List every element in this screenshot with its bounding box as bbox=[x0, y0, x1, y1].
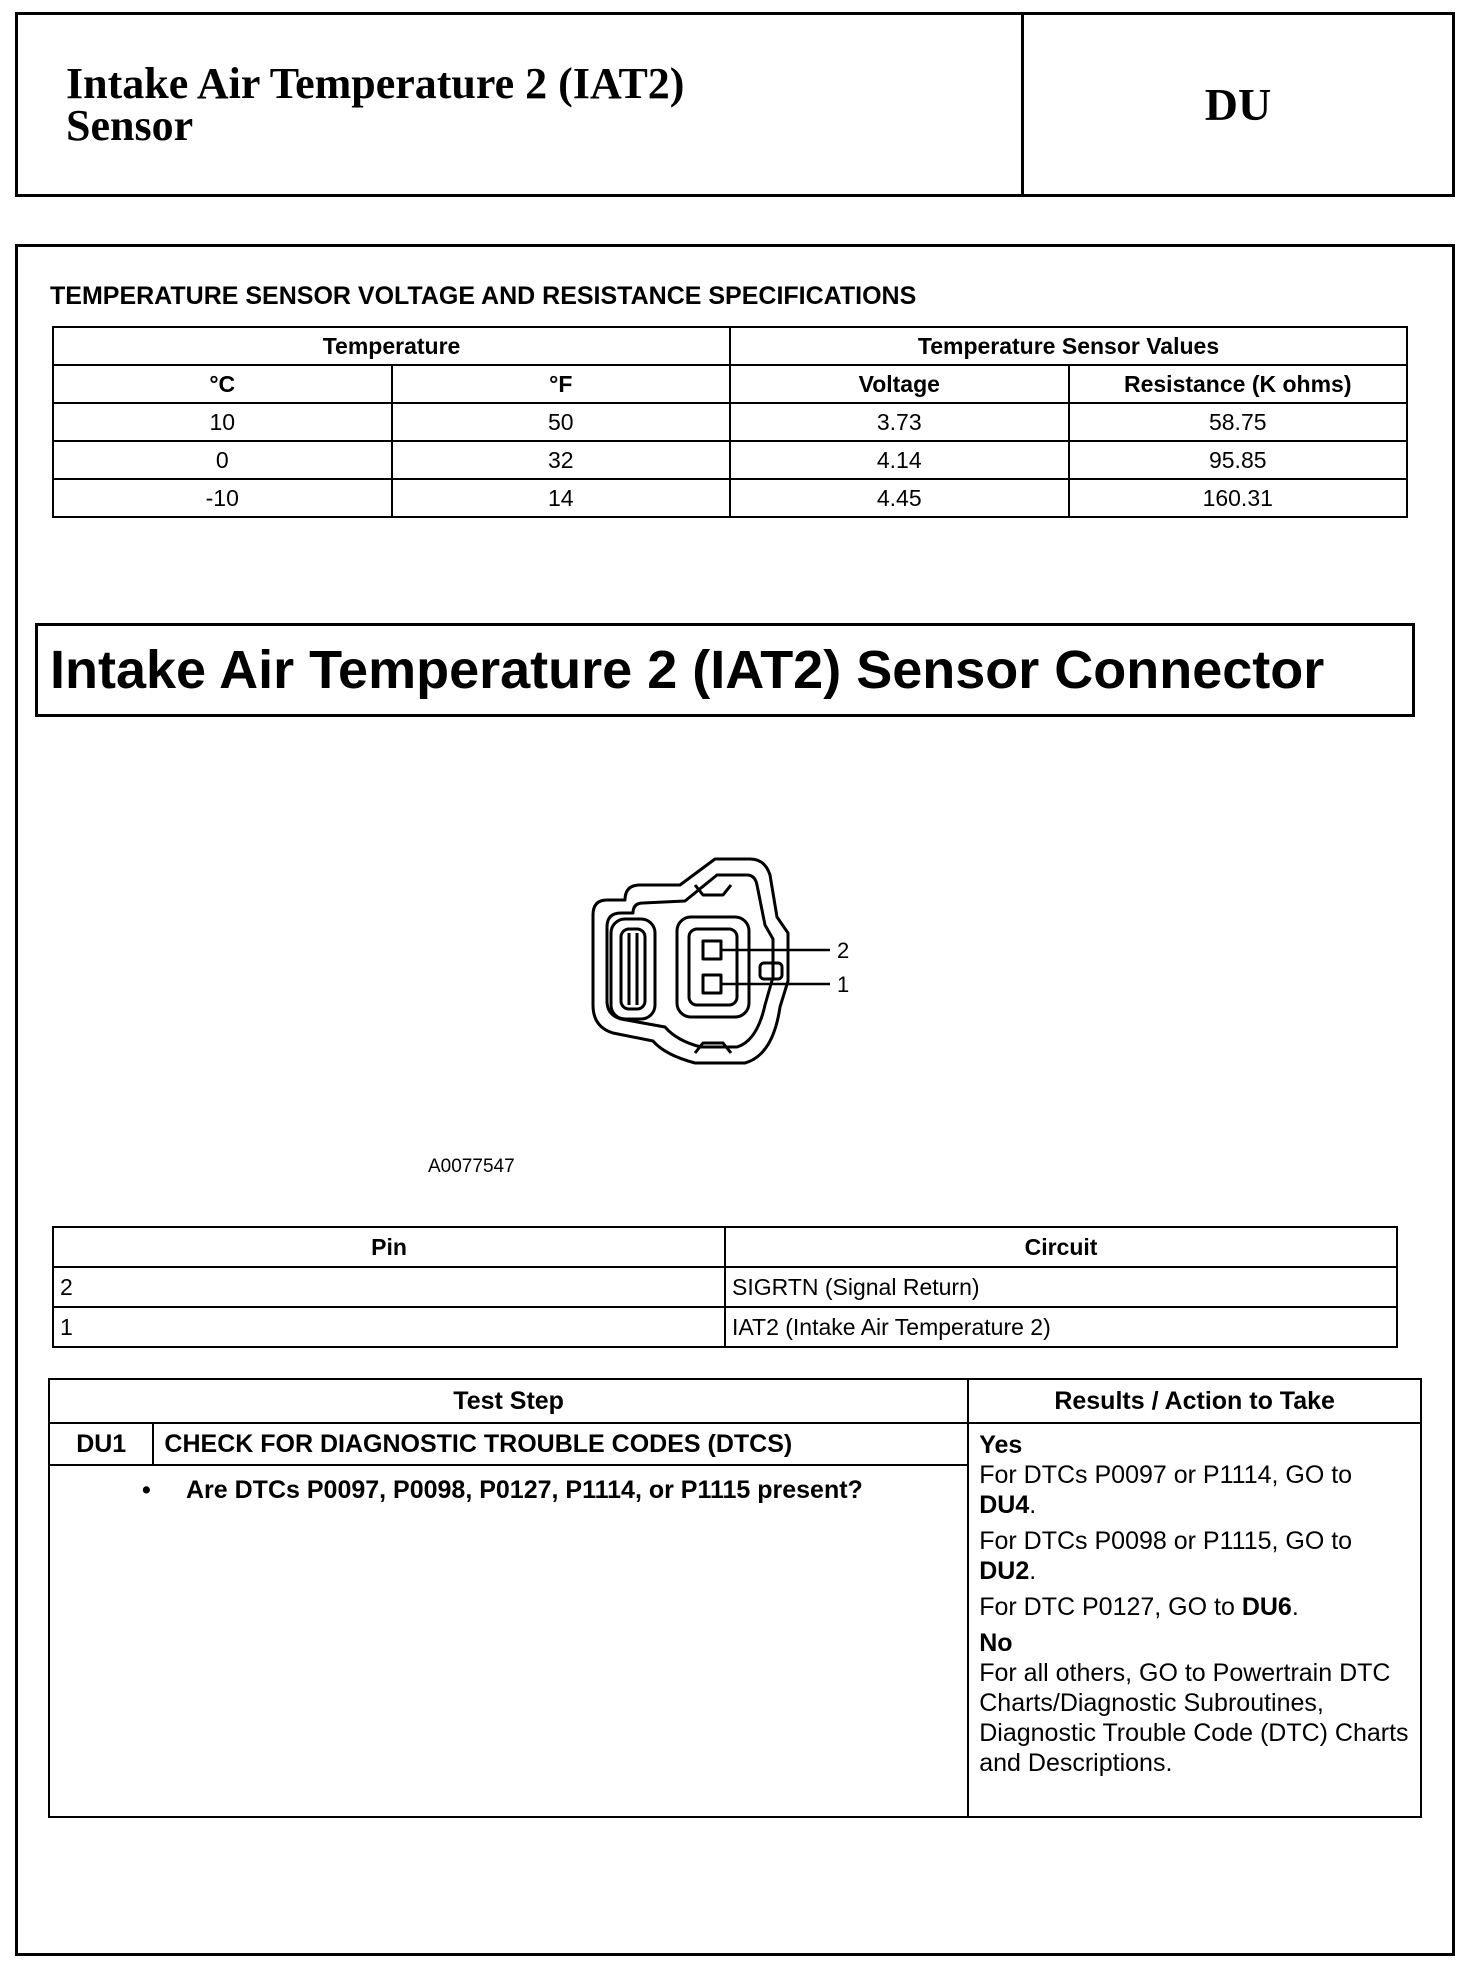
pin-cell: 2 bbox=[53, 1267, 725, 1307]
pin-table bbox=[52, 1226, 1398, 1348]
pin-cell: 1 bbox=[53, 1307, 725, 1347]
spec-column-header-row bbox=[53, 365, 1407, 403]
spec-cell-voltage: 4.14 bbox=[730, 441, 1069, 479]
period: . bbox=[1029, 1491, 1037, 1519]
pin-1-label: 1 bbox=[837, 972, 850, 997]
pin-table-header-row bbox=[53, 1227, 1397, 1267]
test-step-col-header: Test Step bbox=[49, 1379, 968, 1423]
spec-cell-f: 14 bbox=[392, 479, 731, 517]
table-row bbox=[53, 1267, 1397, 1307]
spec-cell-resistance: 95.85 bbox=[1069, 441, 1408, 479]
step-title: CHECK FOR DIAGNOSTIC TROUBLE CODES (DTCS) bbox=[153, 1423, 968, 1465]
circuit-cell: SIGRTN (Signal Return) bbox=[725, 1267, 1397, 1307]
spec-col-fahrenheit: °F bbox=[392, 365, 731, 403]
spec-group-values: Temperature Sensor Values bbox=[730, 327, 1407, 365]
table-row bbox=[53, 1307, 1397, 1347]
figure-id: A0077547 bbox=[428, 1156, 515, 1177]
period: . bbox=[1291, 1593, 1299, 1621]
step-id: DU1 bbox=[49, 1423, 153, 1465]
pin-2-terminal bbox=[703, 941, 721, 959]
spec-cell-c: 0 bbox=[53, 441, 392, 479]
pin-1-terminal bbox=[703, 975, 721, 993]
spec-cell-voltage: 3.73 bbox=[730, 403, 1069, 441]
spec-group-header-row bbox=[53, 327, 1407, 365]
pin-2-label: 2 bbox=[837, 938, 850, 963]
spec-col-resistance: Resistance (K ohms) bbox=[1069, 365, 1408, 403]
table-row bbox=[53, 479, 1407, 517]
step-question-text: Are DTCs P0097, P0098, P0127, P1114, or P1115 present? bbox=[186, 1476, 863, 1504]
spec-table bbox=[52, 326, 1408, 518]
side-tab bbox=[760, 963, 782, 979]
spec-cell-f: 32 bbox=[392, 441, 731, 479]
top-key bbox=[695, 885, 731, 895]
spec-group-temperature: Temperature bbox=[53, 327, 730, 365]
yes-label: Yes bbox=[979, 1431, 1023, 1459]
results-col-header: Results / Action to Take bbox=[968, 1379, 1421, 1423]
spec-col-voltage: Voltage bbox=[730, 365, 1069, 403]
connector-diagram bbox=[585, 855, 870, 1070]
yes-action-1 bbox=[979, 1460, 1410, 1520]
page-title-line2: Sensor bbox=[66, 101, 194, 150]
spec-heading: TEMPERATURE SENSOR VOLTAGE AND RESISTANCE SPECIFICATIONS bbox=[50, 282, 917, 310]
spec-cell-resistance: 58.75 bbox=[1069, 403, 1408, 441]
yes-action-1-text: For DTCs P0097 or P1114, GO to bbox=[979, 1461, 1353, 1489]
bullet-icon: • bbox=[142, 1476, 151, 1504]
spec-cell-voltage: 4.45 bbox=[730, 479, 1069, 517]
yes-action-3-text: For DTC P0127, GO to bbox=[979, 1593, 1235, 1621]
table-row bbox=[53, 441, 1407, 479]
step-question bbox=[142, 1476, 967, 1505]
test-step-table bbox=[48, 1378, 1422, 1818]
page-title-line1: Intake Air Temperature 2 (IAT2) bbox=[66, 59, 685, 108]
yes-action-1-target: DU4 bbox=[979, 1491, 1030, 1519]
table-row bbox=[53, 403, 1407, 441]
spec-col-celsius: °C bbox=[53, 365, 392, 403]
yes-action-2-target: DU2 bbox=[979, 1557, 1030, 1585]
spec-cell-resistance: 160.31 bbox=[1069, 479, 1408, 517]
yes-action-2 bbox=[979, 1526, 1410, 1586]
connector-title: Intake Air Temperature 2 (IAT2) Sensor Connector bbox=[35, 623, 1415, 717]
circuit-col-header: Circuit bbox=[725, 1227, 1397, 1267]
no-action: For all others, GO to Powertrain DTC Charts/Diagnostic Subroutines, Diagnostic Trouble Code (DTC) Charts and Descriptions. bbox=[979, 1659, 1409, 1777]
results-cell bbox=[968, 1423, 1421, 1817]
yes-action-2-text: For DTCs P0098 or P1115, GO to bbox=[979, 1527, 1353, 1555]
page-header bbox=[15, 12, 1455, 197]
latch-housing bbox=[611, 919, 655, 1019]
spec-cell-c: -10 bbox=[53, 479, 392, 517]
page-title bbox=[18, 15, 1024, 194]
section-code: DU bbox=[1204, 79, 1272, 130]
test-step-row bbox=[49, 1423, 1421, 1465]
pin-col-header: Pin bbox=[53, 1227, 725, 1267]
yes-action-3 bbox=[979, 1592, 1410, 1622]
step-body bbox=[49, 1465, 968, 1817]
circuit-cell: IAT2 (Intake Air Temperature 2) bbox=[725, 1307, 1397, 1347]
latch-inner bbox=[621, 929, 645, 1009]
yes-action-3-target: DU6 bbox=[1241, 1593, 1292, 1621]
spec-cell-c: 10 bbox=[53, 403, 392, 441]
period: . bbox=[1029, 1557, 1037, 1585]
no-label: No bbox=[979, 1629, 1013, 1657]
test-table-header-row bbox=[49, 1379, 1421, 1423]
spec-cell-f: 50 bbox=[392, 403, 731, 441]
